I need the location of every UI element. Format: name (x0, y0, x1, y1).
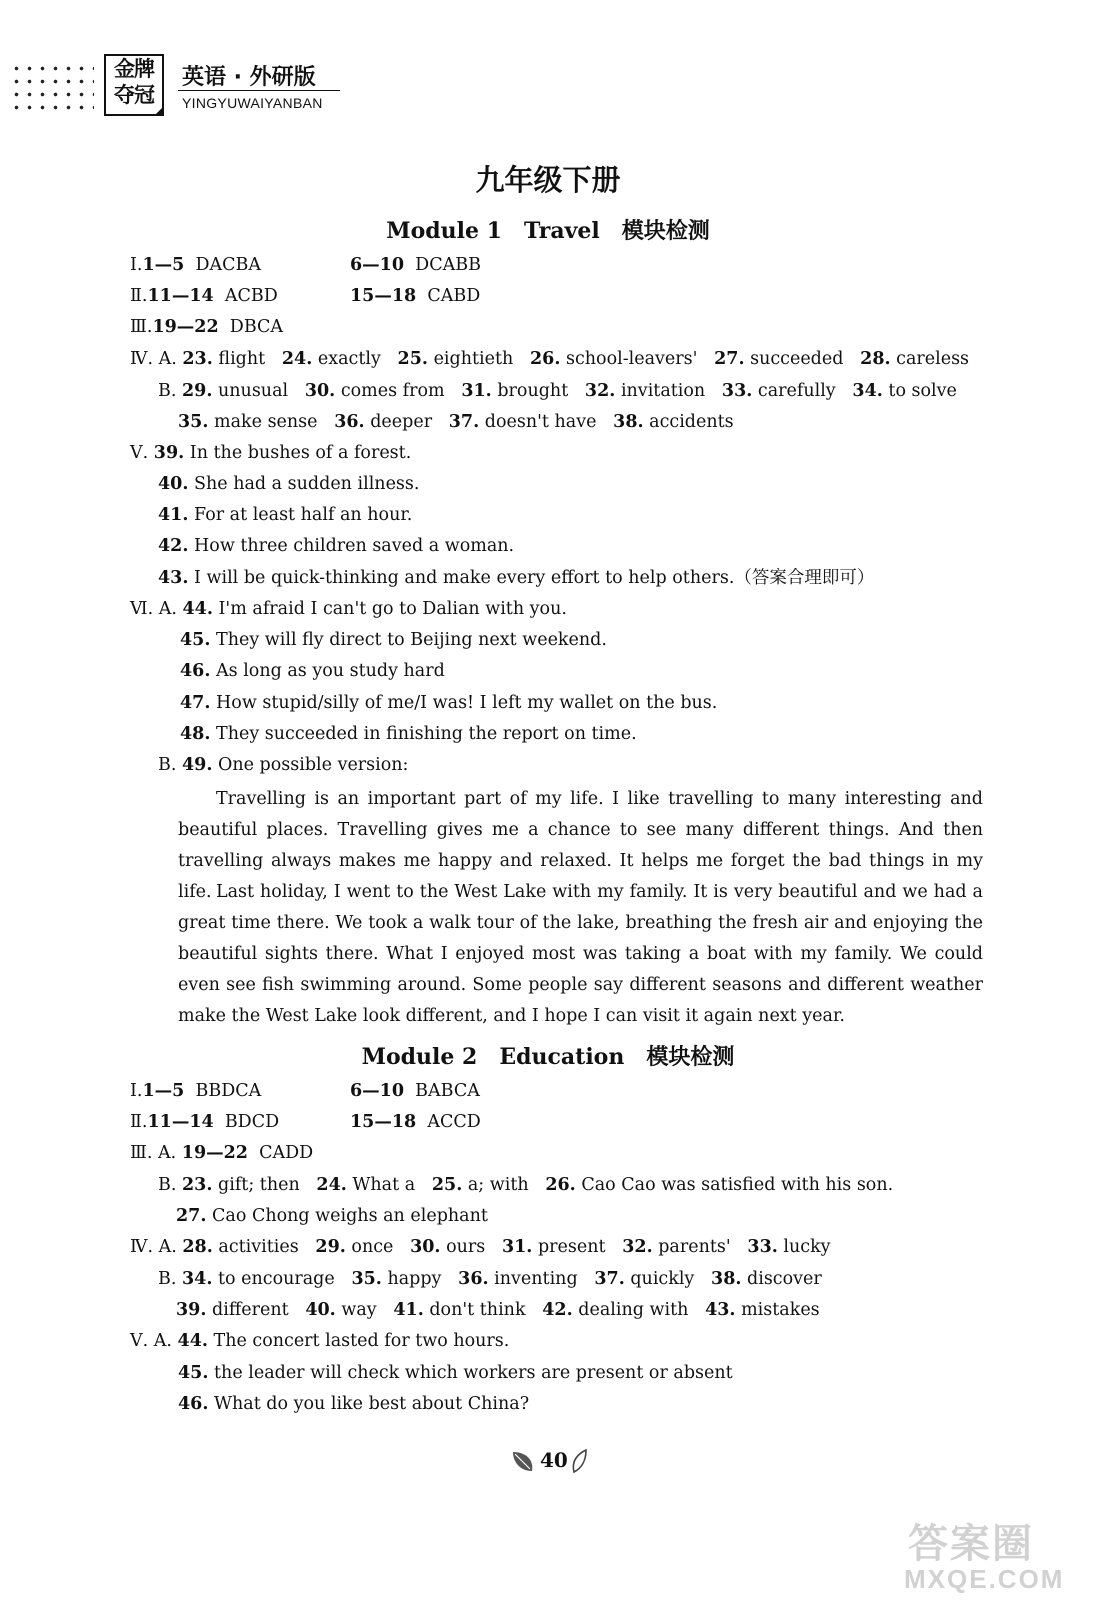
module-2-label: 模块检测 (646, 1045, 735, 1070)
question-number: 43. (705, 1300, 736, 1320)
answer-text: Ⅳ. A. (130, 1237, 183, 1257)
watermark (896, 1512, 1086, 1596)
question-number: 40. (158, 474, 189, 494)
question-number: 27. (176, 1206, 207, 1226)
question-number: 28. (860, 349, 891, 369)
answer-text: Ⅲ. A. (130, 1143, 182, 1163)
module-1-answer-line-14 (180, 660, 445, 682)
module-1-name: Module 1 (386, 218, 502, 244)
answer-text: once (345, 1237, 411, 1257)
answer-text: B. (158, 1269, 182, 1289)
question-number: 48. (180, 724, 211, 744)
module-2-answer-line-6 (130, 1236, 831, 1258)
answer-text: Ⅱ. (130, 286, 148, 306)
question-number: 19—22 (152, 317, 219, 337)
answer-text: carefully (752, 381, 853, 401)
answer-text: dealing with (572, 1300, 706, 1320)
answer-text: ACBD (213, 286, 278, 306)
answer-text: As long as you study hard (210, 661, 445, 681)
module-2-answer-line-8 (176, 1299, 820, 1321)
question-number: 23. (182, 1175, 213, 1195)
module-1-answer-line-3 (130, 316, 283, 338)
module-2-answer-line-10 (178, 1362, 733, 1384)
question-number: 31. (501, 1237, 533, 1257)
answer-text: make sense (208, 412, 335, 432)
module-2-answer-line-2 (130, 1111, 279, 1133)
answer-text: deeper (364, 412, 449, 432)
question-number: 44. (177, 1331, 208, 1351)
module-1-answer-line-5 (158, 380, 957, 402)
watermark-cn: 答案圈 (908, 1521, 1034, 1567)
page-footer (510, 1446, 590, 1476)
answer-text: Ⅵ. A. (130, 599, 183, 619)
leaf-left-icon (510, 1448, 536, 1474)
module-2-answer-line-3 (130, 1142, 313, 1164)
answer-text: Ⅴ. A. (130, 1331, 178, 1351)
page-number: 40 (540, 1448, 568, 1472)
module-2-answer-line-9 (130, 1330, 509, 1352)
answer-text: They succeeded in finishing the report on time. (210, 724, 637, 744)
question-number: 15—18 (350, 286, 417, 306)
question-number: 41. (158, 505, 189, 525)
question-number: 33. (747, 1237, 778, 1257)
question-number: 1—5 (142, 255, 185, 275)
question-number: 31. (461, 381, 492, 401)
answer-text: For at least half an hour. (188, 505, 413, 525)
answer-text: a; with (462, 1175, 546, 1195)
question-number: 46. (180, 661, 211, 681)
module-1-answer-line-1-b (350, 254, 481, 276)
question-number: 39. (153, 443, 185, 463)
answer-text: discover (741, 1269, 822, 1289)
answer-text: succeeded (744, 349, 861, 369)
page-title: 九年级下册 (475, 163, 621, 197)
subject-title: 英语 · 外研版 (182, 65, 316, 90)
answer-text: CABD (416, 286, 481, 306)
question-number: 44. (182, 599, 213, 619)
module-1-answer-line-13 (180, 629, 607, 651)
watermark-url: MXQE.COM (904, 1564, 1065, 1594)
question-number: 34. (852, 381, 883, 401)
answer-text: parents' (652, 1237, 748, 1257)
answer-text: B. (158, 381, 182, 401)
question-number: 38. (613, 412, 644, 432)
module-2-heading (0, 1040, 1096, 1071)
answer-text: invitation (615, 381, 722, 401)
question-number: 47. (180, 693, 211, 713)
module-2-answer-line-11 (178, 1393, 529, 1415)
question-number: 27. (714, 349, 745, 369)
question-number: 41. (393, 1300, 424, 1320)
answer-text: way (335, 1300, 394, 1320)
question-number: 43. (158, 568, 189, 588)
question-number: 45. (180, 630, 211, 650)
answer-text: quickly (624, 1269, 712, 1289)
answer-text: inventing (488, 1269, 595, 1289)
module-2-answer-line-1-b (350, 1080, 480, 1102)
subject-pinyin: YINGYUWAIYANBAN (182, 95, 323, 111)
question-number: 40. (305, 1300, 336, 1320)
question-number: 25. (397, 349, 428, 369)
question-number: 11—14 (147, 286, 214, 306)
question-number: 29. (182, 381, 213, 401)
answer-text: eightieth (428, 349, 530, 369)
answer-text: brought (491, 381, 585, 401)
module-1-answer-line-17 (158, 754, 408, 776)
answer-text: Ⅱ. (130, 1112, 148, 1132)
leaf-right-icon (570, 1448, 588, 1474)
answer-text: DBCA (218, 317, 284, 337)
question-number: 30. (304, 381, 336, 401)
question-number: 35. (178, 412, 209, 432)
question-number: 11—14 (147, 1112, 214, 1132)
module-1-answer-line-2-b (350, 285, 480, 307)
module-1-label: 模块检测 (621, 219, 710, 244)
answer-text: In the bushes of a forest. (184, 443, 412, 463)
answer-text: unusual (212, 381, 305, 401)
answer-text: to encourage (212, 1269, 352, 1289)
answer-text: Ⅲ. (130, 317, 153, 337)
question-number: 37. (594, 1269, 625, 1289)
module-2-topic: Education (499, 1044, 625, 1070)
module-1-answer-line-9 (158, 504, 412, 526)
header-rule (178, 90, 340, 91)
question-number: 24. (281, 349, 313, 369)
question-number: 6—10 (350, 1081, 405, 1101)
module-1-answer-line-15 (180, 692, 717, 714)
essay-paragraph-2: Last holiday, I went to the West Lake with my family. It is very beautiful and we had a great time there. We took a walk tour of the lake, breathing the fresh air and enjoying the beautiful sights there. What I enjoyed most was taking a boat with my family. We could even see fish swimming around. Some people say different seasons and different weather make the West Lake look different, and I hope I can visit it again next year. (178, 882, 983, 1026)
module-2-answer-line-7 (158, 1268, 822, 1290)
answer-text: Ⅰ. (130, 1081, 143, 1101)
question-number: 32. (622, 1237, 653, 1257)
module-1-answer-line-6 (178, 411, 734, 433)
answer-text: The concert lasted for two hours. (207, 1331, 510, 1351)
question-number: 26. (529, 349, 561, 369)
essay-paragraph-1: Travelling is an important part of my life. I like travelling to many interesting and beautiful places. Travelling gives me a chance to see many different things. And then travelling always makes me happy and relaxed. It helps me forget the bad things in my life. (178, 789, 983, 902)
question-number: 23. (182, 349, 213, 369)
answer-text: exactly (312, 349, 398, 369)
module-1-answer-line-16 (180, 723, 637, 745)
answer-text: doesn't have (479, 412, 614, 432)
module-1-answer-line-7 (130, 442, 411, 464)
answer-text: accidents (643, 412, 734, 432)
module-1-answer-line-8 (158, 473, 419, 495)
answer-text: ours (440, 1237, 502, 1257)
answer-text: BBDCA (184, 1081, 262, 1101)
question-number: 32. (584, 381, 616, 401)
question-number: 42. (542, 1300, 573, 1320)
logo-bottom-text: 夺冠 (114, 83, 154, 107)
logo-top-text: 金牌 (114, 57, 154, 81)
answer-text: don't think (423, 1300, 543, 1320)
question-number: 25. (431, 1175, 463, 1195)
question-number: 15—18 (350, 1112, 417, 1132)
answer-text: One possible version: (212, 755, 409, 775)
question-number: 30. (410, 1237, 441, 1257)
answer-text: Ⅰ. (130, 255, 143, 275)
answer-text: Cao Cao was satisfied with his son. (575, 1175, 894, 1195)
answer-text: Cao Chong weighs an elephant (206, 1206, 488, 1226)
answer-text: lucky (777, 1237, 831, 1257)
answer-text: to solve (882, 381, 957, 401)
module-2-answer-line-2-b (350, 1111, 481, 1133)
module-2-answer-line-5 (176, 1205, 488, 1227)
module-1-topic: Travel (523, 218, 600, 244)
answer-text: Ⅴ. (130, 443, 154, 463)
module-1-answer-line-4 (130, 348, 969, 370)
answer-text: happy (381, 1269, 459, 1289)
answer-text: How three children saved a woman. (188, 536, 515, 556)
answer-text: What a (346, 1175, 432, 1195)
answer-text: How stupid/silly of me/I was! I left my wallet on the bus. (210, 693, 718, 713)
answer-text: activities (212, 1237, 316, 1257)
question-number: 35. (351, 1269, 382, 1289)
answer-text: She had a sudden illness. (188, 474, 420, 494)
answer-text: gift; then (212, 1175, 317, 1195)
question-number: 39. (176, 1300, 207, 1320)
module-1-heading (0, 214, 1096, 245)
answer-text: What do you like best about China? (208, 1394, 530, 1414)
brand-logo (104, 54, 164, 116)
question-number: 6—10 (350, 255, 405, 275)
answer-text: Ⅳ. A. (130, 349, 183, 369)
answer-text: B. (158, 755, 182, 775)
module-1-answer-line-12 (130, 598, 567, 620)
question-number: 45. (178, 1363, 209, 1383)
module-2-answer-line-1 (130, 1080, 261, 1102)
question-number: 19—22 (181, 1143, 248, 1163)
answer-text: DACBA (184, 255, 262, 275)
answer-text: comes from (335, 381, 462, 401)
header-dot-pattern (10, 62, 94, 110)
question-number: 34. (182, 1269, 213, 1289)
question-number: 42. (158, 536, 189, 556)
question-number: 1—5 (142, 1081, 185, 1101)
question-number: 33. (721, 381, 753, 401)
module-1-answer-line-2 (130, 285, 278, 307)
question-number: 36. (458, 1269, 489, 1289)
answer-text: present (532, 1237, 623, 1257)
module-1-answer-line-1 (130, 254, 261, 276)
answer-text: careless (890, 349, 970, 369)
question-number: 29. (315, 1237, 346, 1257)
answer-text: CADD (247, 1143, 314, 1163)
question-number: 46. (178, 1394, 209, 1414)
module-2-answer-line-4 (158, 1174, 893, 1196)
module-2-name: Module 2 (361, 1044, 478, 1070)
answer-text: They will fly direct to Beijing next weekend. (210, 630, 607, 650)
answer-text: I will be quick-thinking and make every effort to help others.（答案合理即可） (188, 568, 875, 588)
question-number: 26. (545, 1175, 576, 1195)
question-number: 36. (334, 412, 365, 432)
answer-text: flight (212, 349, 282, 369)
question-number: 24. (316, 1175, 347, 1195)
answer-text: DCABB (404, 255, 481, 275)
answer-text: BABCA (404, 1081, 480, 1101)
module-1-answer-line-10 (158, 535, 514, 557)
answer-text: mistakes (735, 1300, 820, 1320)
module-1-answer-line-11 (158, 567, 874, 589)
question-number: 38. (711, 1269, 742, 1289)
answer-text: I'm afraid I can't go to Dalian with you. (212, 599, 567, 619)
answer-text: school-leavers' (560, 349, 715, 369)
answer-text: ACCD (416, 1112, 481, 1132)
answer-text: the leader will check which workers are present or absent (208, 1363, 733, 1383)
answer-text: BDCD (213, 1112, 280, 1132)
question-number: 49. (182, 755, 213, 775)
question-number: 28. (182, 1237, 213, 1257)
answer-text: different (206, 1300, 306, 1320)
answer-text: B. (158, 1175, 182, 1195)
question-number: 37. (448, 412, 480, 432)
